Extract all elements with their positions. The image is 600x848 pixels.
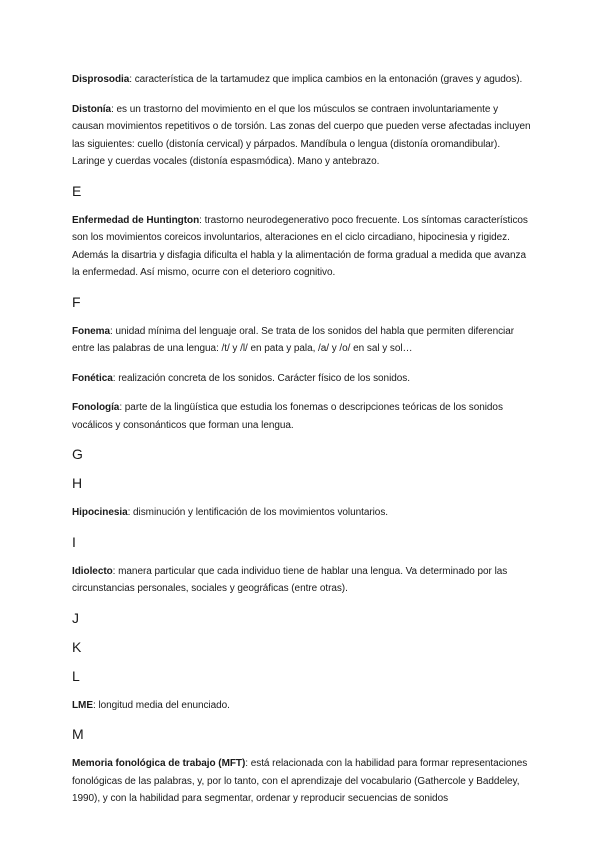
glossary-page bbox=[72, 71, 532, 820]
entry-definition: realización concreta de los sonidos. Carácter físico de los sonidos. bbox=[118, 372, 410, 384]
section-letter-i: I bbox=[72, 533, 76, 550]
glossary-entry-disprosodia bbox=[72, 71, 532, 89]
entry-term: Fonética bbox=[72, 372, 113, 384]
entry-definition: está relacionada con la habilidad para formar representaciones fonológicas de las palabras, y, por lo tanto, con el aprendizaje del vocabulario (Gathercole y Baddeley, 1990), y con la habilidad para segmentar, ordenar y reproducir secuencias de sonidos bbox=[72, 758, 528, 804]
entry-definition: característica de la tartamudez que implica cambios en la entonación (graves y agudos). bbox=[134, 74, 523, 85]
entry-definition: disminución y lentificación de los movimientos voluntarios. bbox=[133, 507, 388, 518]
entry-definition: es un trastorno del movimiento en el que los músculos se contraen involuntariamente y causan movimientos repetitivos o de torsión. Las zonas del cuerpo que pueden verse afectadas incluyen las siguientes: cuello (distonía cervical) y párpados. Mandíbula o lengua (distonía oromandibular). Laringe y cuerdas vocales (distonía espasmódica). Mano y antebrazo. bbox=[72, 103, 531, 167]
entry-term: Disprosodia bbox=[72, 74, 130, 85]
entry-definition: parte de la lingüística que estudia los fonemas o descripciones teóricas de los sonidos vocálicos y consonánticos que forman una lengua. bbox=[72, 402, 503, 431]
entry-definition: manera particular que cada individuo tiene de hablar una lengua. Va determinado por las circunstancias personales, sociales y geográficas (entre otras). bbox=[72, 565, 508, 594]
entry-term: LME bbox=[72, 699, 93, 711]
section-letter-m: M bbox=[72, 726, 84, 742]
glossary-entry-fonologia bbox=[72, 399, 532, 434]
entry-term: Fonema bbox=[72, 325, 111, 337]
section-letter-g: G bbox=[72, 446, 83, 462]
glossary-entry-lme bbox=[72, 697, 532, 715]
entry-definition: trastorno neurodegenerativo poco frecuente. Los síntomas característicos son los movimientos coreicos involuntarios, alteraciones en el ciclo circadiano, hipocinesia y rigidez. Además la disartria y disfagia dificulta el habla y la alimentación de forma gradual a medida que avanza la enfermedad. Así mismo, ocurre con el deterioro cognitivo. bbox=[72, 214, 528, 278]
entry-term: Memoria fonológica de trabajo (MFT) bbox=[72, 758, 246, 769]
glossary-entry-distonia bbox=[72, 101, 532, 171]
term-separator: : bbox=[112, 372, 119, 384]
entry-term: Hipocinesia bbox=[72, 507, 128, 518]
glossary-entry-hipocinesia bbox=[72, 504, 532, 522]
section-letter-l: L bbox=[72, 667, 80, 684]
term-separator: : bbox=[92, 699, 99, 711]
section-letter-e: E bbox=[72, 182, 82, 199]
section-letter-k: K bbox=[72, 638, 82, 655]
entry-term: Enfermedad de Huntington bbox=[72, 214, 200, 226]
term-separator: : bbox=[199, 214, 205, 226]
term-separator: : bbox=[127, 507, 134, 518]
glossary-entry-mft bbox=[72, 755, 532, 808]
glossary-entry-idiolecto bbox=[72, 563, 532, 598]
entry-definition: longitud media del enunciado. bbox=[98, 699, 230, 711]
glossary-entry-fonema bbox=[72, 323, 532, 358]
entry-term: Distonía bbox=[72, 103, 112, 115]
entry-definition: unidad mínima del lenguaje oral. Se trata de los sonidos del habla que permiten diferenciar entre las palabras de una lengua: /t/ y /l/ en pata y pala, /a/ y /o/ en sal y sol… bbox=[72, 325, 514, 354]
term-separator: : bbox=[110, 325, 116, 337]
section-letter-j: J bbox=[72, 609, 79, 626]
term-separator: : bbox=[129, 74, 135, 85]
glossary-entry-huntington bbox=[72, 212, 532, 282]
section-letter-f: F bbox=[72, 293, 81, 310]
term-separator: : bbox=[112, 565, 119, 577]
glossary-entry-fonetica bbox=[72, 370, 532, 388]
term-separator: : bbox=[245, 758, 251, 769]
entry-term: Idiolecto bbox=[72, 565, 113, 577]
term-separator: : bbox=[119, 402, 125, 413]
term-separator: : bbox=[111, 103, 117, 115]
section-letter-h: H bbox=[72, 475, 83, 491]
entry-term: Fonología bbox=[72, 402, 120, 413]
